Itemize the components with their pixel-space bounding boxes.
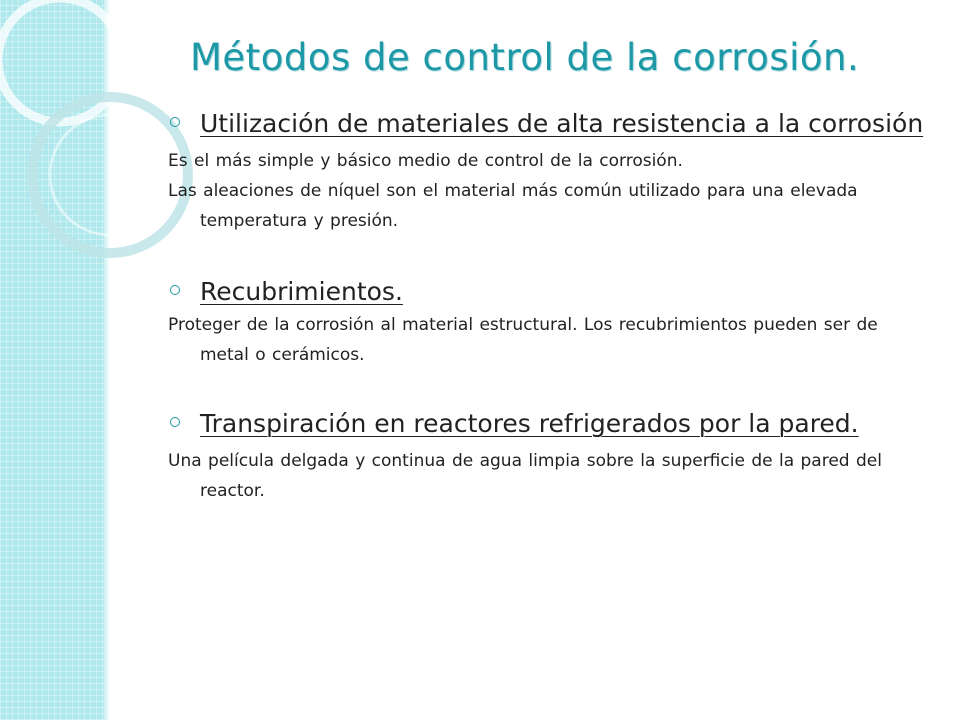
slide-title: Métodos de control de la corrosión. [190,36,860,79]
section-heading-transpiracion [168,406,928,442]
slide-content [168,106,928,506]
circle-bullet-icon [170,417,180,427]
section-heading-text: Recubrimientos. [200,277,403,306]
circle-bullet-icon [170,285,180,295]
section-paragraph: Es el más simple y básico medio de control de la corrosión. [168,151,683,171]
section-paragraph: Las aleaciones de níquel son el material más común utilizado para una elevada temperatura y presión. [168,181,858,231]
section-heading-text: Transpiración en reactores refrigerados por la pared. [200,409,859,438]
section-heading-recubrimientos [168,274,928,310]
circle-bullet-icon [170,117,180,127]
section-paragraph: Una película delgada y continua de agua limpia sobre la superficie de la pared del reactor. [168,451,882,501]
section-heading-text: Utilización de materiales de alta resistencia a la corrosión [200,109,924,138]
decorative-ring-top [0,0,122,122]
section-paragraph: Proteger de la corrosión al material estructural. Los recubrimientos pueden ser de metal o cerámicos. [168,315,878,365]
section-heading-materiales [168,106,928,142]
decorative-ring-middle [32,97,188,253]
decorative-ring-inner [50,115,170,235]
